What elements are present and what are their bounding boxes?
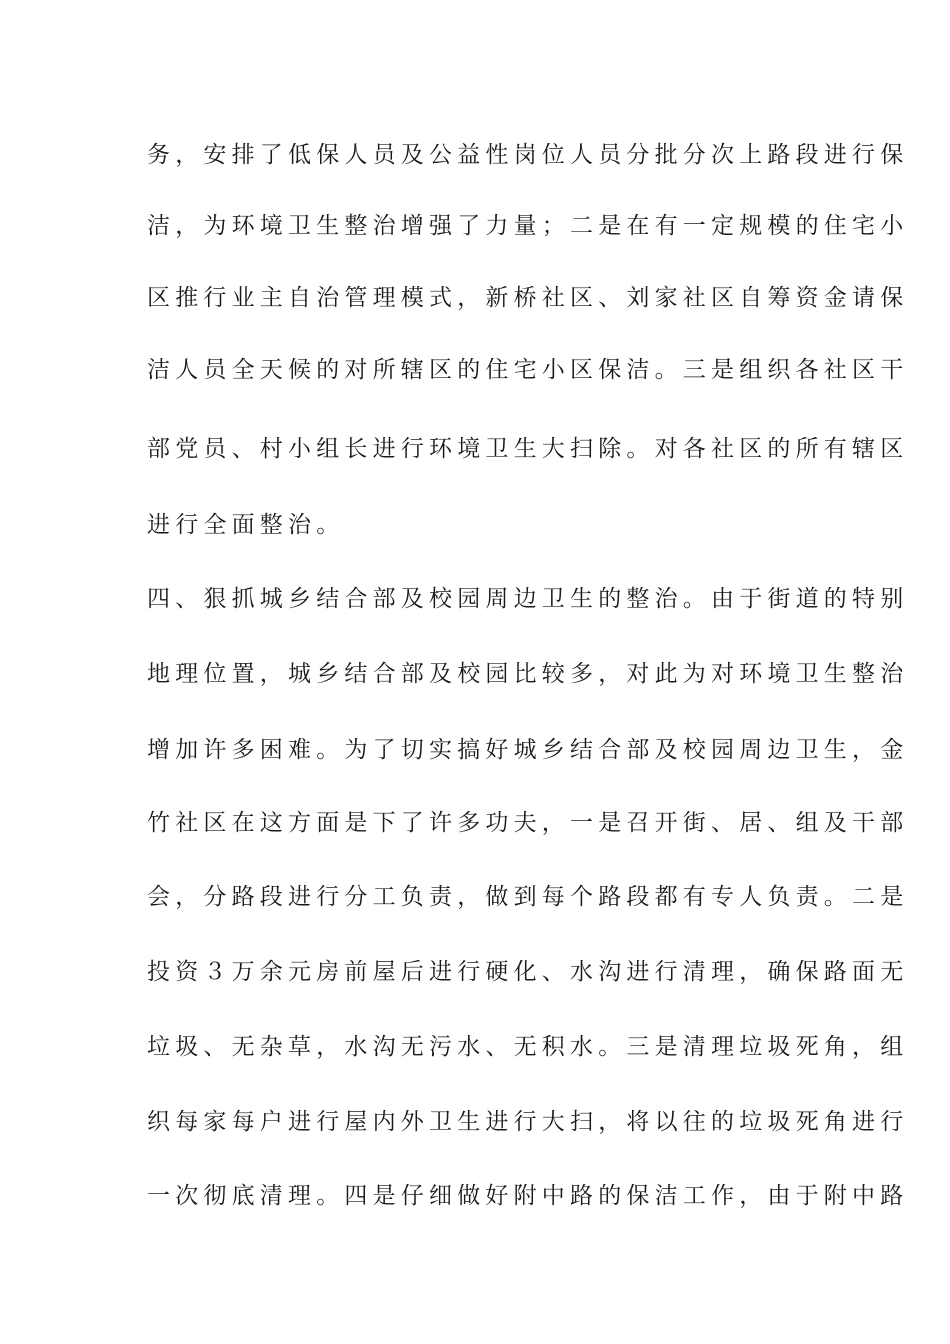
text-line: 区推行业主自治管理模式，新桥社区、刘家社区自筹资金请保 — [147, 285, 909, 311]
text-line: 织每家每户进行屋内外卫生进行大扫，将以往的垃圾死角进行 — [147, 1109, 909, 1135]
text-line: 增加许多困难。为了切实搞好城乡结合部及校园周边卫生，金 — [147, 737, 909, 763]
text-line: 一次彻底清理。四是仔细做好附中路的保洁工作，由于附中路 — [147, 1183, 909, 1209]
text-line: 洁人员全天候的对所辖区的住宅小区保洁。三是组织各社区干 — [147, 357, 909, 383]
text-line: 垃圾、无杂草，水沟无污水、无积水。三是清理垃圾死角，组 — [147, 1034, 909, 1060]
text-line: 部党员、村小组长进行环境卫生大扫除。对各社区的所有辖区 — [147, 436, 909, 462]
text-line: 投资３万余元房前屋后进行硬化、水沟进行清理，确保路面无 — [147, 959, 909, 985]
text-line: 洁，为环境卫生整治增强了力量；二是在有一定规模的住宅小 — [147, 213, 909, 239]
text-line: 进行全面整治。 — [147, 512, 345, 538]
text-line: 地理位置，城乡结合部及校园比较多，对此为对环境卫生整治 — [147, 661, 909, 687]
text-line: 会，分路段进行分工负责，做到每个路段都有专人负责。二是 — [147, 884, 909, 910]
text-line: 务，安排了低保人员及公益性岗位人员分批分次上路段进行保 — [147, 142, 909, 168]
text-line: 四、狠抓城乡结合部及校园周边卫生的整治。由于街道的特别 — [147, 586, 909, 612]
text-line: 竹社区在这方面是下了许多功夫，一是召开街、居、组及干部 — [147, 810, 909, 836]
